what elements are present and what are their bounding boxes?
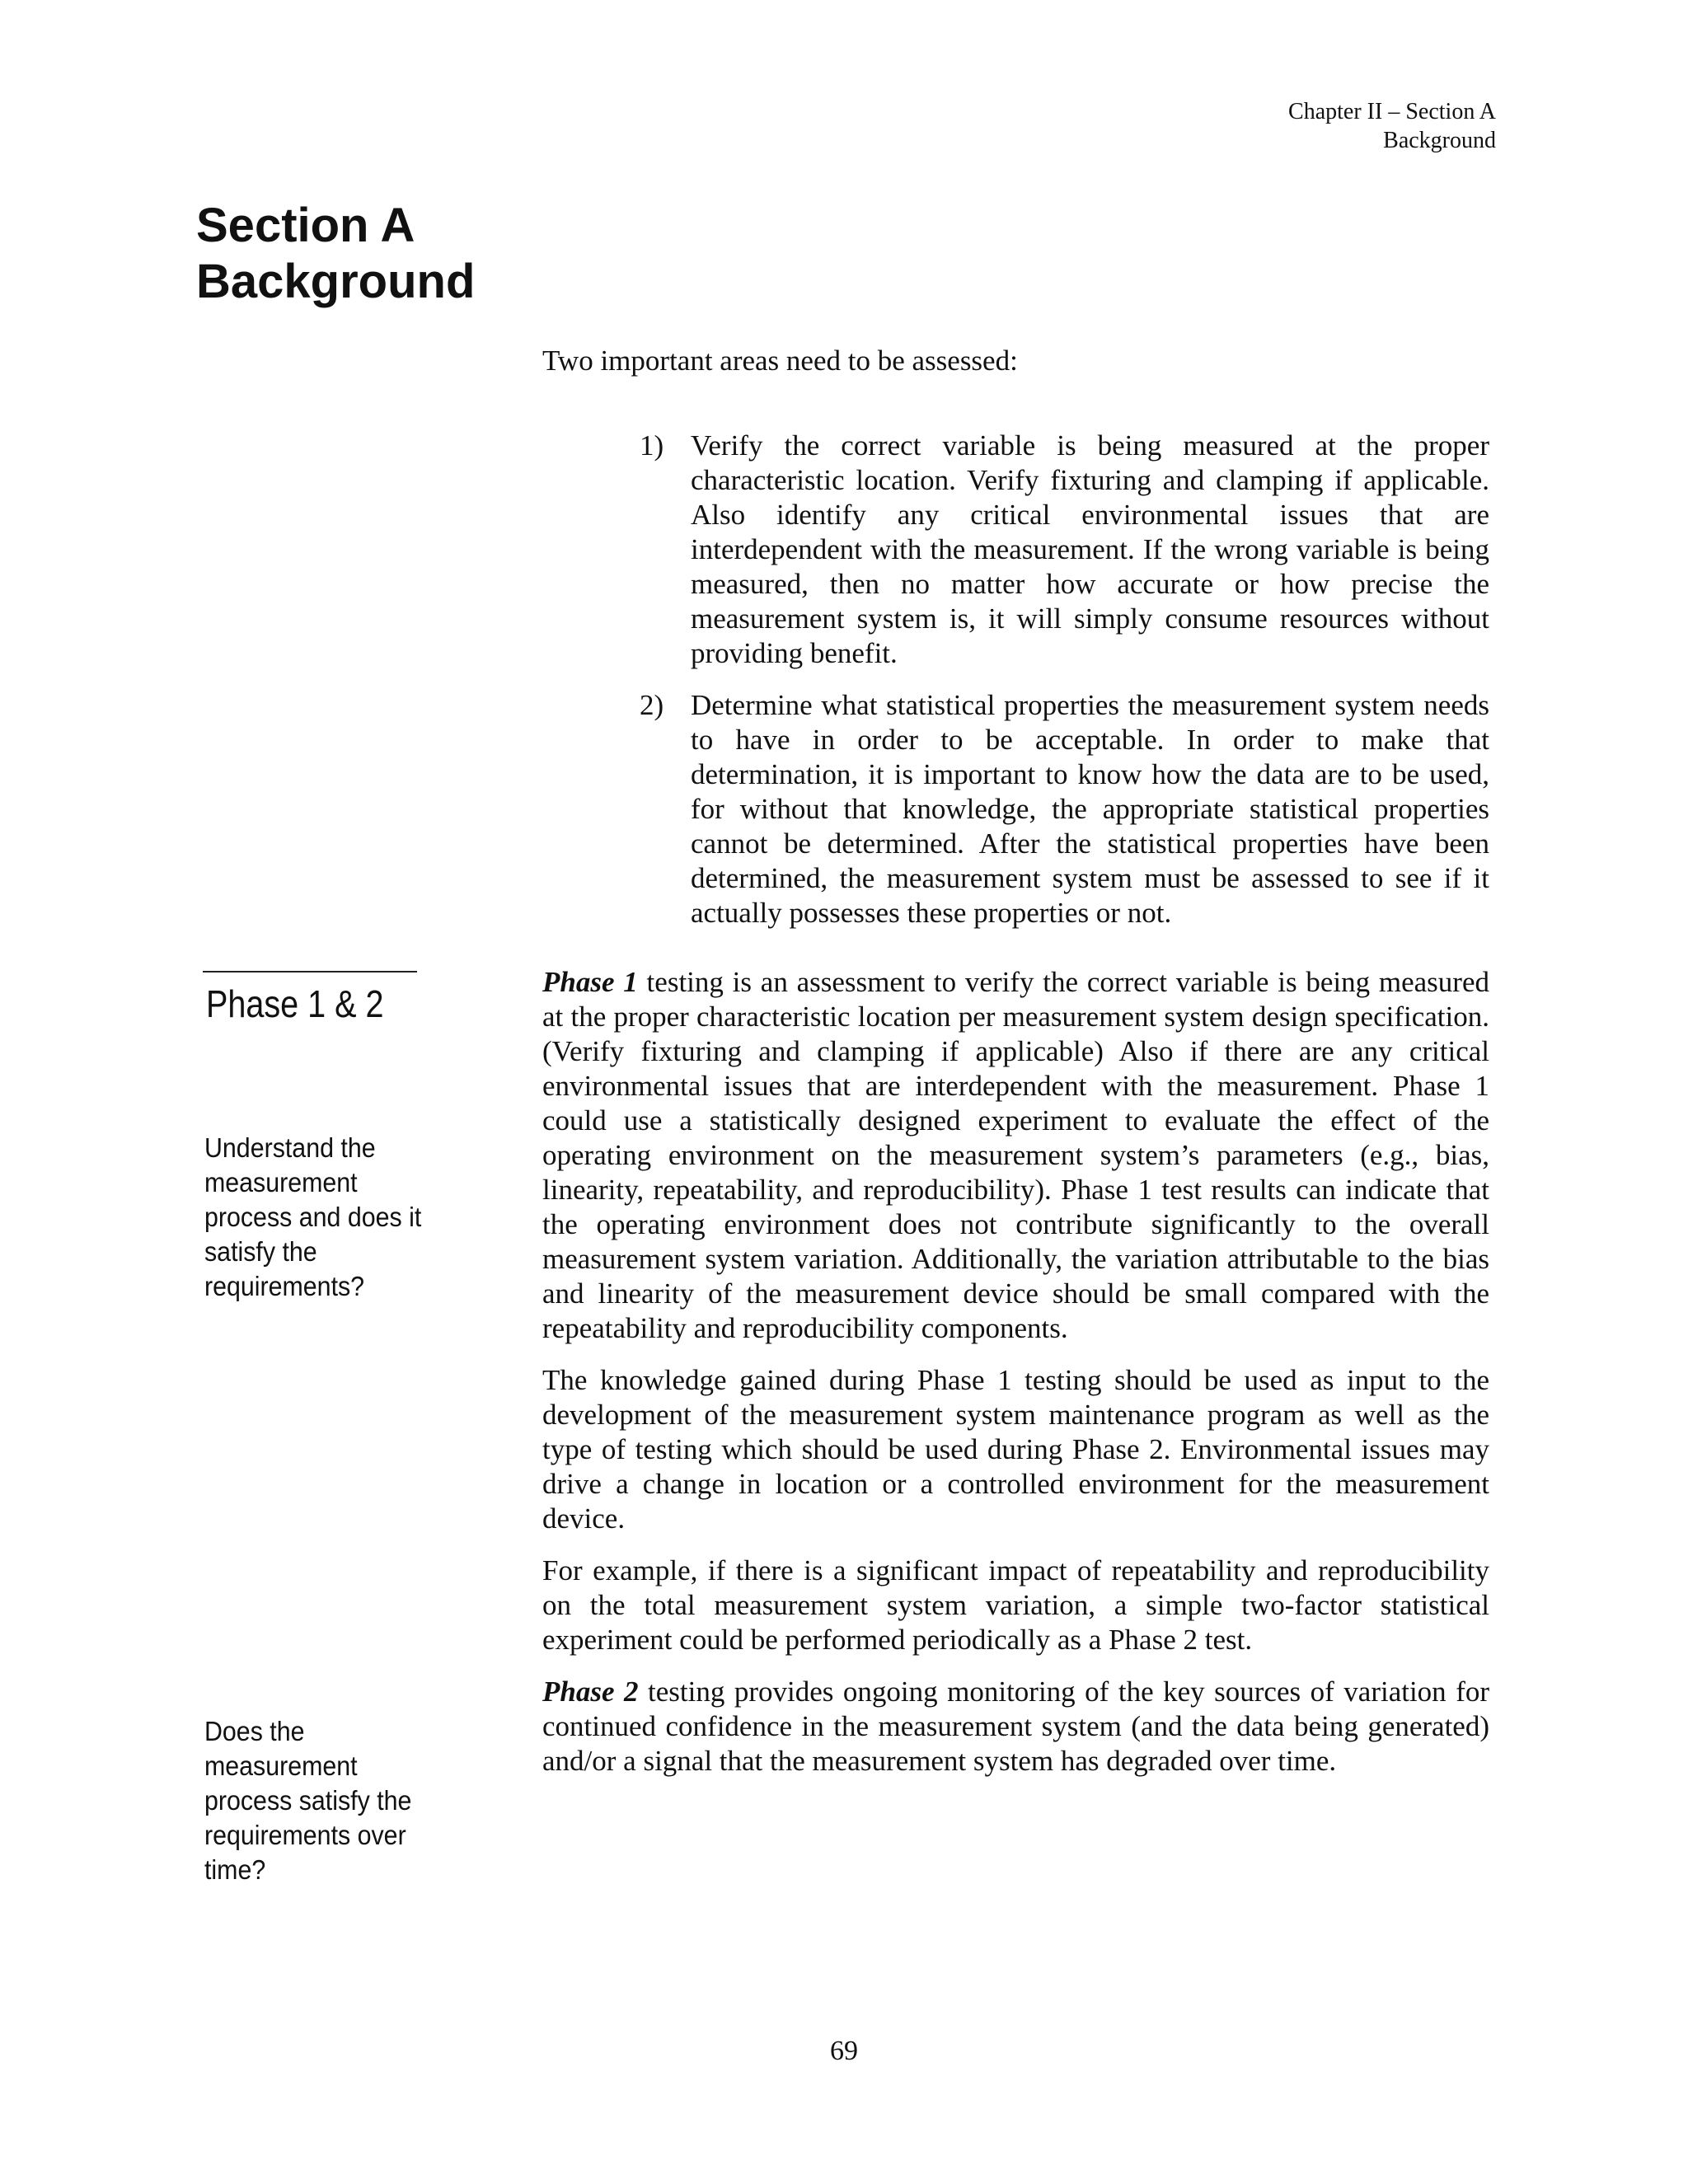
section-title: [196, 198, 475, 310]
list-item: [640, 429, 1489, 671]
sidebar-divider: [203, 971, 417, 972]
phase2-text: testing provides ongoing monitoring of the key sources of variation for continued confidence in the measurement system (and the data being generated) and/or a signal that the measurement system has degraded over time.: [542, 1675, 1490, 1777]
sidebar-heading: Phase 1 & 2: [206, 982, 384, 1025]
paragraph-phase2: [542, 1675, 1489, 1779]
page-number: 69: [830, 2036, 858, 2066]
sidebar-note-phase2: Does the measurement process satisfy the requirements over time?: [204, 1716, 412, 1885]
list-item-text: Determine what statistical properties the measurement system needs to have in order to be acceptable. In order to make that determination, it is important to know how the data are to be used, for without that knowledge, the appropriate statistical properties cannot be determined. After the statistical properties have been determined, the measurement system must be assessed to see if it actually possesses these properties or not.: [691, 689, 1489, 929]
intro-text: Two important areas need to be assessed:: [542, 344, 1018, 377]
running-header: [1288, 97, 1496, 155]
paragraph-knowledge: The knowledge gained during Phase 1 testing should be used as input to the development of the measurement system maintenance program as well as the type of testing which should be used during Phase 2. Environmental issues may drive a change in location or a controlled environment for the measurement device.: [542, 1364, 1489, 1535]
section-title-line2: Background: [196, 255, 476, 308]
phase1-lead: Phase 1: [542, 966, 638, 998]
header-section: Background: [1383, 128, 1496, 153]
body-paragraphs: [542, 965, 1489, 1796]
assessment-list: [640, 429, 1489, 948]
header-chapter: Chapter II – Section A: [1288, 99, 1496, 124]
section-title-line1: Section A: [196, 199, 415, 252]
paragraph-phase1: [542, 965, 1489, 1346]
phase1-text: testing is an assessment to verify the correct variable is being measured at the proper characteristic location per measurement system design specification. (Verify fixturing and clamping if applicable) Also if there are any critical environmental issues that are interdependent with the measurement. Phase 1 could use a statistically designed experiment to evaluate the effect of the operating environment on the measurement system’s parameters (e.g., bias, linearity, repeatability, and reproducibility). Phase 1 test results can indicate that the operating environment does not contribute significantly to the overall measurement system variation. Additionally, the variation attributable to the bias and linearity of the measurement device should be small compared with the repeatability and reproducibility components.: [542, 966, 1489, 1344]
list-item: [640, 688, 1489, 930]
phase2-lead: Phase 2: [542, 1675, 639, 1708]
list-item-text: Verify the correct variable is being measured at the proper characteristic location. Verify fixturing and clamping if applicable. Also identify any critical environmental issues that are interdependent with the measurement. If the wrong variable is being measured, then no matter how accurate or how precise the measurement system is, it will simply consume resources without providing benefit.: [691, 429, 1489, 669]
list-item-number: 2): [640, 689, 664, 721]
sidebar-note-phase1: Understand the measurement process and does it satisfy the requirements?: [204, 1132, 422, 1301]
list-item-number: 1): [640, 429, 664, 462]
paragraph-example: For example, if there is a significant impact of repeatability and reproducibility on the total measurement system variation, a simple two-factor statistical experiment could be performed periodically as a Phase 2 test.: [542, 1554, 1489, 1656]
